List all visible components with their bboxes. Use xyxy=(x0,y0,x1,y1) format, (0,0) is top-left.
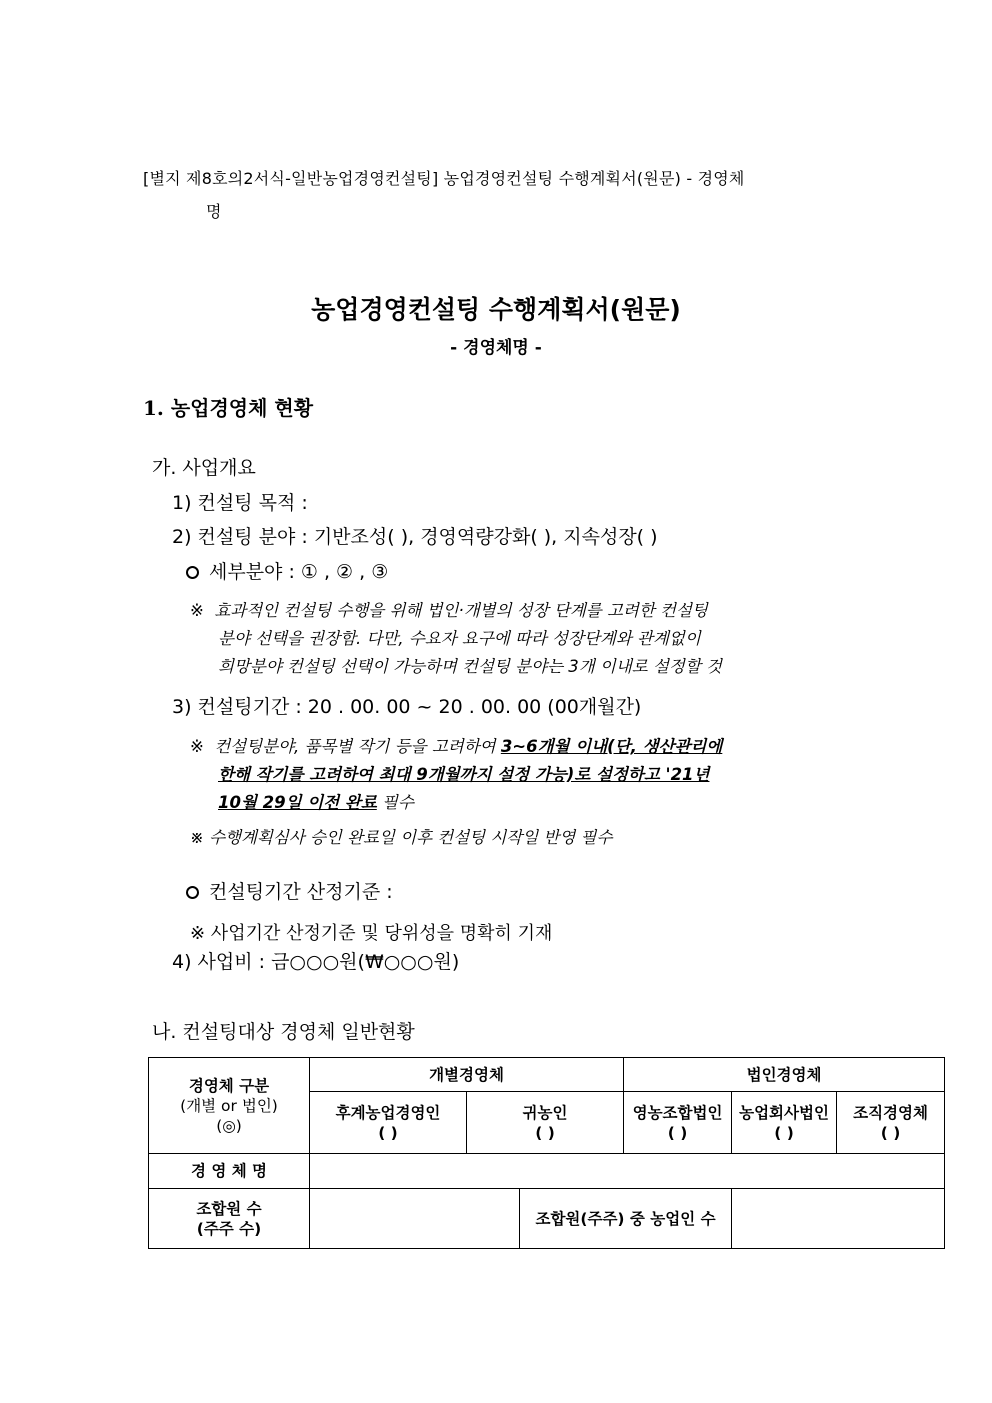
members-label-cell xyxy=(149,1189,310,1249)
check-field: ( ) xyxy=(378,1123,398,1142)
item-consulting-purpose: 1) 컨설팅 목적 : xyxy=(172,492,308,514)
col-label: 농업회사법인 xyxy=(739,1103,829,1122)
detail-field-text: 세부분야 : ① , ② , ③ xyxy=(209,561,389,583)
entity-type-sub: (개별 or 법인) xyxy=(180,1096,278,1115)
note-start-date: ※ 수행계획심사 승인 완료일 이후 컨설팅 시작일 반영 필수 xyxy=(190,828,613,847)
individual-entity-header: 개별경영체 xyxy=(310,1058,624,1092)
subsection-heading-ga: 가. 사업개요 xyxy=(152,457,256,479)
col-organization-entity[interactable] xyxy=(837,1092,945,1154)
circle-bullet-icon xyxy=(186,566,199,579)
entity-type-mark: (◎) xyxy=(216,1116,242,1135)
period-basis-text: 컨설팅기간 산정기준 : xyxy=(209,881,393,903)
check-field: ( ) xyxy=(667,1123,688,1142)
reference-mark-icon: ※ xyxy=(190,737,204,756)
col-agricultural-company[interactable] xyxy=(732,1092,837,1154)
entity-status-table xyxy=(148,1057,945,1249)
entity-type-label: 경영체 구분 xyxy=(188,1076,270,1095)
col-returning-farmer[interactable] xyxy=(467,1092,624,1154)
item-budget: 4) 사업비 : 금○○○원(₩○○○원) xyxy=(172,951,460,973)
col-successor-farmer[interactable] xyxy=(310,1092,467,1154)
note-text: 컨설팅분야, 품목별 작기 등을 고려하여 xyxy=(214,737,501,756)
subsection-heading-na: 나. 컨설팅대상 경영체 일반현황 xyxy=(152,1021,415,1043)
farmers-count-field[interactable] xyxy=(732,1189,945,1249)
note-field-recommendation xyxy=(190,597,860,681)
corporate-entity-header: 법인경영체 xyxy=(624,1058,945,1092)
note-period-basis: ※ 사업기간 산정기준 및 당위성을 명확히 기재 xyxy=(190,923,553,944)
members-label: 조합원 수 xyxy=(196,1199,262,1218)
entity-name-label: 경 영 체 명 xyxy=(149,1154,310,1189)
check-field: ( ) xyxy=(880,1123,901,1142)
form-header-line2: 명 xyxy=(206,202,222,221)
circle-bullet-icon xyxy=(186,886,199,899)
note-emphasis: 한해 작기를 고려하여 최대 9개월까지 설정 가능)로 설정하고 '21년 xyxy=(218,765,710,784)
members-count-field[interactable] xyxy=(310,1189,520,1249)
col-label: 귀농인 xyxy=(522,1103,568,1122)
detail-field-row xyxy=(186,557,388,584)
note-line: 분야 선택을 권장함. 다만, 수요자 요구에 따라 성장단계와 관계없이 xyxy=(218,629,701,648)
section-heading: 1. 농업경영체 현황 xyxy=(143,396,314,420)
document-title: 농업경영컨설팅 수행계획서(원문) xyxy=(311,295,681,324)
col-label: 후계농업경영인 xyxy=(335,1103,441,1122)
note-emphasis: 3~6개월 이내(단, 생산관리에 xyxy=(500,737,723,756)
check-field: ( ) xyxy=(774,1123,794,1142)
item-consulting-period: 3) 컨설팅기간 : 20 . 00. 00 ~ 20 . 00. 00 (00개월간) xyxy=(172,696,642,718)
col-label: 영농조합법인 xyxy=(632,1103,723,1122)
note-period-requirement xyxy=(190,733,860,817)
entity-name-field[interactable] xyxy=(310,1154,945,1189)
check-field: ( ) xyxy=(535,1123,555,1142)
entity-type-header xyxy=(149,1058,310,1154)
document-subtitle: - 경영체명 - xyxy=(450,338,542,358)
note-line: 희망분야 컨설팅 선택이 가능하며 컨설팅 분야는 3개 이내로 설정할 것 xyxy=(218,657,722,676)
form-header-line1: [별지 제8호의2서식-일반농업경영컨설팅] 농업경영컨설팅 수행계획서(원문) - 경영체 xyxy=(143,169,745,188)
farmers-count-label: 조합원(주주) 중 농업인 수 xyxy=(520,1189,732,1249)
col-farming-association[interactable] xyxy=(624,1092,732,1154)
col-label: 조직경영체 xyxy=(853,1103,928,1122)
item-consulting-field: 2) 컨설팅 분야 : 기반조성( ), 경영역량강화( ), 지속성장( ) xyxy=(172,526,658,548)
members-sub: (주주 수) xyxy=(196,1219,262,1238)
note-emphasis: 10월 29일 이전 완료 xyxy=(218,793,377,812)
period-basis-row xyxy=(186,877,393,904)
reference-mark-icon: ※ xyxy=(190,601,204,620)
note-line: 효과적인 컨설팅 수행을 위해 법인·개별의 성장 단계를 고려한 컨설팅 xyxy=(214,601,708,620)
note-text: 필수 xyxy=(376,793,414,812)
